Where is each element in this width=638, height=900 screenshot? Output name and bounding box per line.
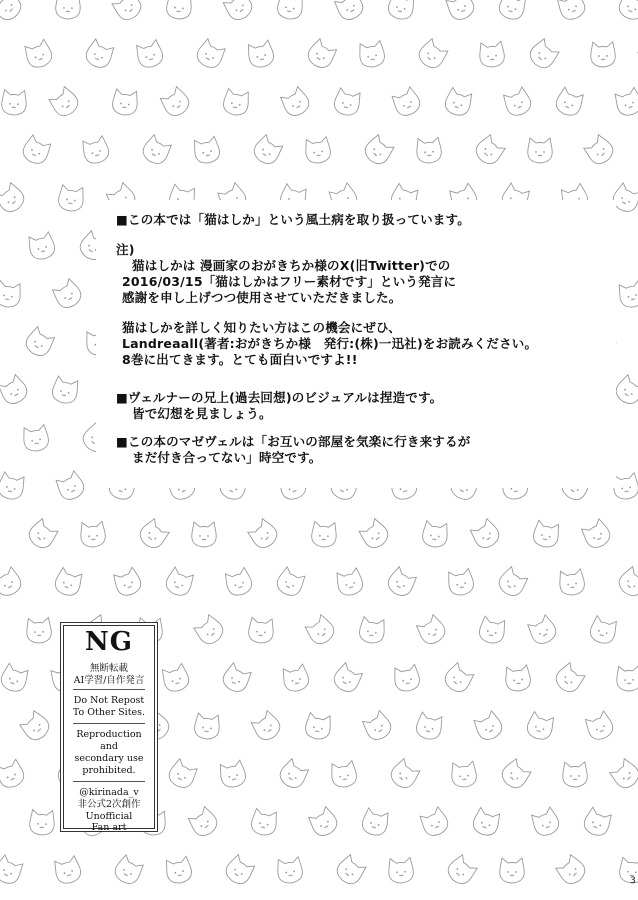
cat-blob-icon: [112, 566, 144, 599]
cat-blob-icon: [563, 762, 588, 787]
ng-no-repost-ja: 無断転載: [89, 663, 128, 674]
cat-blob-icon: [0, 280, 22, 309]
cat-blob-icon: [57, 184, 85, 212]
cat-blob-icon: [81, 135, 111, 166]
note-setting-2: まだ付き合ってない」時空です。: [132, 450, 322, 465]
cat-blob-icon: [0, 662, 30, 694]
cat-blob-icon: [166, 0, 193, 20]
cat-blob-icon: [20, 134, 53, 167]
cat-blob-icon: [525, 711, 556, 742]
cat-blob-icon: [0, 181, 28, 216]
cat-blob-icon: [386, 0, 416, 22]
note-recommend-2: Landreaall(著者:おがきちか様 発行:(株)一迅社)をお読みください。: [122, 336, 538, 351]
cat-blob-icon: [387, 757, 422, 792]
cat-blob-icon: [18, 709, 53, 744]
cat-blob-icon: [192, 613, 227, 648]
cat-blob-icon: [27, 231, 57, 261]
cat-blob-icon: [444, 853, 479, 888]
cat-blob-icon: [477, 616, 506, 646]
cat-blob-icon: [55, 0, 80, 19]
note-credit-3: 感謝を申し上げつつ使用させていただきました。: [122, 290, 402, 305]
cat-blob-icon: [276, 856, 304, 884]
cat-blob-icon: [23, 38, 55, 70]
cat-blob-icon: [165, 758, 199, 792]
cat-blob-icon: [52, 567, 84, 599]
cat-blob-icon: [526, 37, 561, 72]
cat-blob-icon: [581, 806, 613, 839]
cat-blob-icon: [582, 133, 617, 168]
ng-unofficial-en-1: Unofficial: [85, 811, 133, 822]
cat-blob-icon: [279, 85, 313, 119]
cat-blob-icon: [444, 0, 478, 23]
cat-blob-icon: [446, 568, 475, 597]
cat-blob-icon: [111, 89, 138, 117]
cat-blob-icon: [192, 136, 221, 166]
cat-blob-icon: [222, 853, 256, 888]
cat-blob-icon: [495, 565, 530, 600]
cat-blob-icon: [160, 663, 191, 694]
ng-handle: @kirinada_v: [79, 787, 139, 798]
ng-no-repost-en-2: To Other Sites.: [72, 707, 146, 718]
cat-blob-icon: [613, 87, 638, 119]
cat-blob-icon: [0, 373, 31, 407]
cat-blob-icon: [304, 136, 332, 164]
cat-blob-icon: [54, 470, 87, 504]
cat-blob-icon: [303, 613, 338, 648]
cat-blob-icon: [443, 87, 474, 119]
note-recommend-1: 猫はしかを詳しく知りたい方はこの機会にぜひ、: [122, 320, 401, 335]
ng-unofficial-ja: 非公式2次創作: [77, 799, 141, 810]
cat-blob-icon: [500, 858, 525, 883]
cat-blob-icon: [221, 0, 256, 24]
cat-blob-icon: [471, 807, 502, 839]
cat-blob-icon: [250, 808, 279, 837]
cat-blob-icon: [532, 520, 561, 550]
ng-reproduction-1: Reproduction: [76, 729, 142, 740]
ng-notice-box: [60, 622, 158, 832]
cat-blob-icon: [0, 471, 26, 501]
cat-blob-icon: [311, 521, 337, 548]
note-nekohashika: ■この本では「猫はしか」という風土病を取り扱っています。: [116, 212, 470, 227]
cat-blob-icon: [307, 805, 341, 839]
cat-blob-icon: [528, 138, 553, 163]
cat-blob-icon: [192, 522, 217, 547]
cat-blob-icon: [0, 566, 24, 599]
cat-blob-icon: [219, 662, 253, 696]
cat-blob-icon: [276, 0, 304, 21]
cat-blob-icon: [472, 133, 507, 168]
cat-blob-icon: [616, 666, 638, 692]
cat-blob-icon: [139, 134, 173, 168]
cat-blob-icon: [218, 760, 247, 790]
cat-blob-icon: [418, 806, 451, 840]
cat-blob-icon: [332, 87, 362, 117]
cat-blob-icon: [223, 567, 254, 599]
ng-divider-2: [73, 723, 145, 724]
cat-blob-icon: [526, 614, 560, 648]
note-credit-2: 2016/03/15「猫はしかはフリー素材です」という発言に: [122, 274, 457, 289]
note-credit-1: 猫はしかは 漫画家のおがきちか様のX(旧Twitter)での: [132, 258, 451, 273]
cat-blob-icon: [246, 40, 275, 70]
cat-blob-icon: [469, 517, 503, 552]
ng-no-ai-ja: AI学習/自作発言: [73, 675, 145, 686]
note-visual: ■ヴェルナーの兄上(過去回想)のビジュアルは捏造です。: [116, 390, 443, 405]
note-setting: ■この本のマゼヴェルは「お互いの部屋を気楽に行き来するが: [116, 434, 471, 449]
cat-blob-icon: [388, 857, 414, 884]
cat-blob-icon: [194, 713, 221, 740]
cat-blob-icon: [110, 0, 145, 24]
cat-blob-icon: [163, 566, 196, 599]
cat-blob-icon: [333, 853, 368, 888]
cat-blob-icon: [0, 854, 25, 887]
cat-blob-icon: [134, 39, 165, 70]
cat-blob-icon: [51, 277, 85, 311]
cat-blob-icon: [588, 615, 619, 646]
cat-blob-icon: [47, 85, 82, 120]
cat-blob-icon: [393, 664, 421, 693]
cat-blob-icon: [50, 375, 80, 405]
cat-blob-icon: [615, 565, 638, 600]
cat-blob-icon: [616, 0, 638, 23]
cat-blob-icon: [358, 40, 386, 69]
cat-blob-icon: [583, 710, 616, 743]
cat-blob-icon: [80, 521, 106, 548]
cat-blob-icon: [1, 89, 27, 115]
cat-blob-icon: [415, 37, 450, 72]
cat-blob-icon: [25, 517, 60, 552]
cat-blob-icon: [472, 710, 506, 744]
cat-blob-icon: [193, 38, 227, 72]
cat-blob-icon: [552, 661, 587, 696]
cat-blob-icon: [330, 760, 358, 789]
cat-blob-icon: [504, 665, 531, 692]
cat-blob-icon: [248, 617, 275, 644]
cat-blob-icon: [530, 806, 563, 839]
cat-blob-icon: [358, 616, 386, 645]
cat-blob-icon: [304, 37, 338, 71]
cat-blob-icon: [249, 709, 284, 744]
cat-blob-icon: [612, 373, 638, 407]
cat-blob-icon: [617, 279, 638, 309]
cat-blob-icon: [591, 42, 616, 67]
page-number: 3: [630, 876, 636, 886]
notes-panel: [96, 200, 616, 488]
ng-title: NG: [85, 627, 133, 657]
note-label: 注): [116, 242, 135, 257]
cat-blob-icon: [83, 38, 116, 71]
cat-blob-icon: [555, 0, 588, 23]
note-visual-2: 皆で幻想を見ましょう。: [132, 406, 272, 421]
cat-blob-icon: [608, 757, 638, 792]
cat-blob-icon: [441, 661, 476, 696]
cat-blob-icon: [384, 565, 418, 599]
cat-blob-icon: [421, 520, 449, 548]
cat-blob-icon: [164, 856, 193, 886]
cat-blob-icon: [451, 761, 478, 788]
cat-blob-icon: [330, 661, 364, 695]
cat-blob-icon: [250, 133, 284, 168]
cat-blob-icon: [29, 809, 55, 835]
cat-blob-icon: [136, 517, 171, 552]
cat-blob-icon: [361, 709, 395, 743]
cat-blob-icon: [554, 853, 589, 888]
cat-blob-icon: [0, 0, 25, 24]
cat-blob-icon: [360, 807, 390, 837]
note-recommend-3: 8巻に出てきます。とても面白いですよ!!: [122, 352, 358, 367]
cat-blob-icon: [580, 518, 614, 552]
cat-blob-icon: [276, 757, 310, 791]
ng-divider-3: [73, 781, 145, 782]
cat-blob-icon: [281, 663, 311, 693]
cat-blob-icon: [26, 617, 52, 643]
cat-blob-icon: [414, 711, 444, 741]
cat-blob-icon: [357, 517, 392, 552]
cat-blob-icon: [498, 757, 533, 792]
cat-blob-icon: [416, 137, 442, 164]
cat-blob-icon: [304, 712, 332, 741]
ng-reproduction-3: secondary use: [74, 753, 144, 764]
ng-no-repost-en-1: Do Not Repost: [73, 695, 145, 706]
cat-blob-icon: [558, 569, 585, 597]
cat-blob-icon: [333, 0, 367, 24]
cat-blob-icon: [111, 854, 145, 888]
cat-blob-icon: [502, 86, 535, 119]
cat-blob-icon: [222, 88, 251, 117]
ng-unofficial-en-2: Fan art: [91, 822, 127, 833]
cat-blob-icon: [22, 325, 56, 359]
ng-reproduction-2: and: [100, 741, 118, 752]
ng-divider-1: [73, 689, 145, 690]
cat-blob-icon: [274, 566, 307, 600]
cat-blob-icon: [186, 805, 221, 840]
cat-blob-icon: [390, 86, 423, 120]
cat-blob-icon: [246, 517, 281, 552]
cat-blob-icon: [479, 41, 506, 68]
cat-blob-icon: [335, 567, 365, 597]
cat-blob-icon: [415, 613, 449, 647]
cat-blob-icon: [53, 855, 83, 886]
cat-blob-icon: [553, 86, 585, 119]
cat-blob-icon: [497, 0, 528, 22]
cat-blob-icon: [0, 758, 27, 790]
cat-blob-icon: [158, 85, 193, 120]
cat-blob-icon: [22, 424, 50, 453]
cat-blob-icon: [361, 133, 396, 168]
ng-reproduction-4: prohibited.: [82, 765, 136, 776]
